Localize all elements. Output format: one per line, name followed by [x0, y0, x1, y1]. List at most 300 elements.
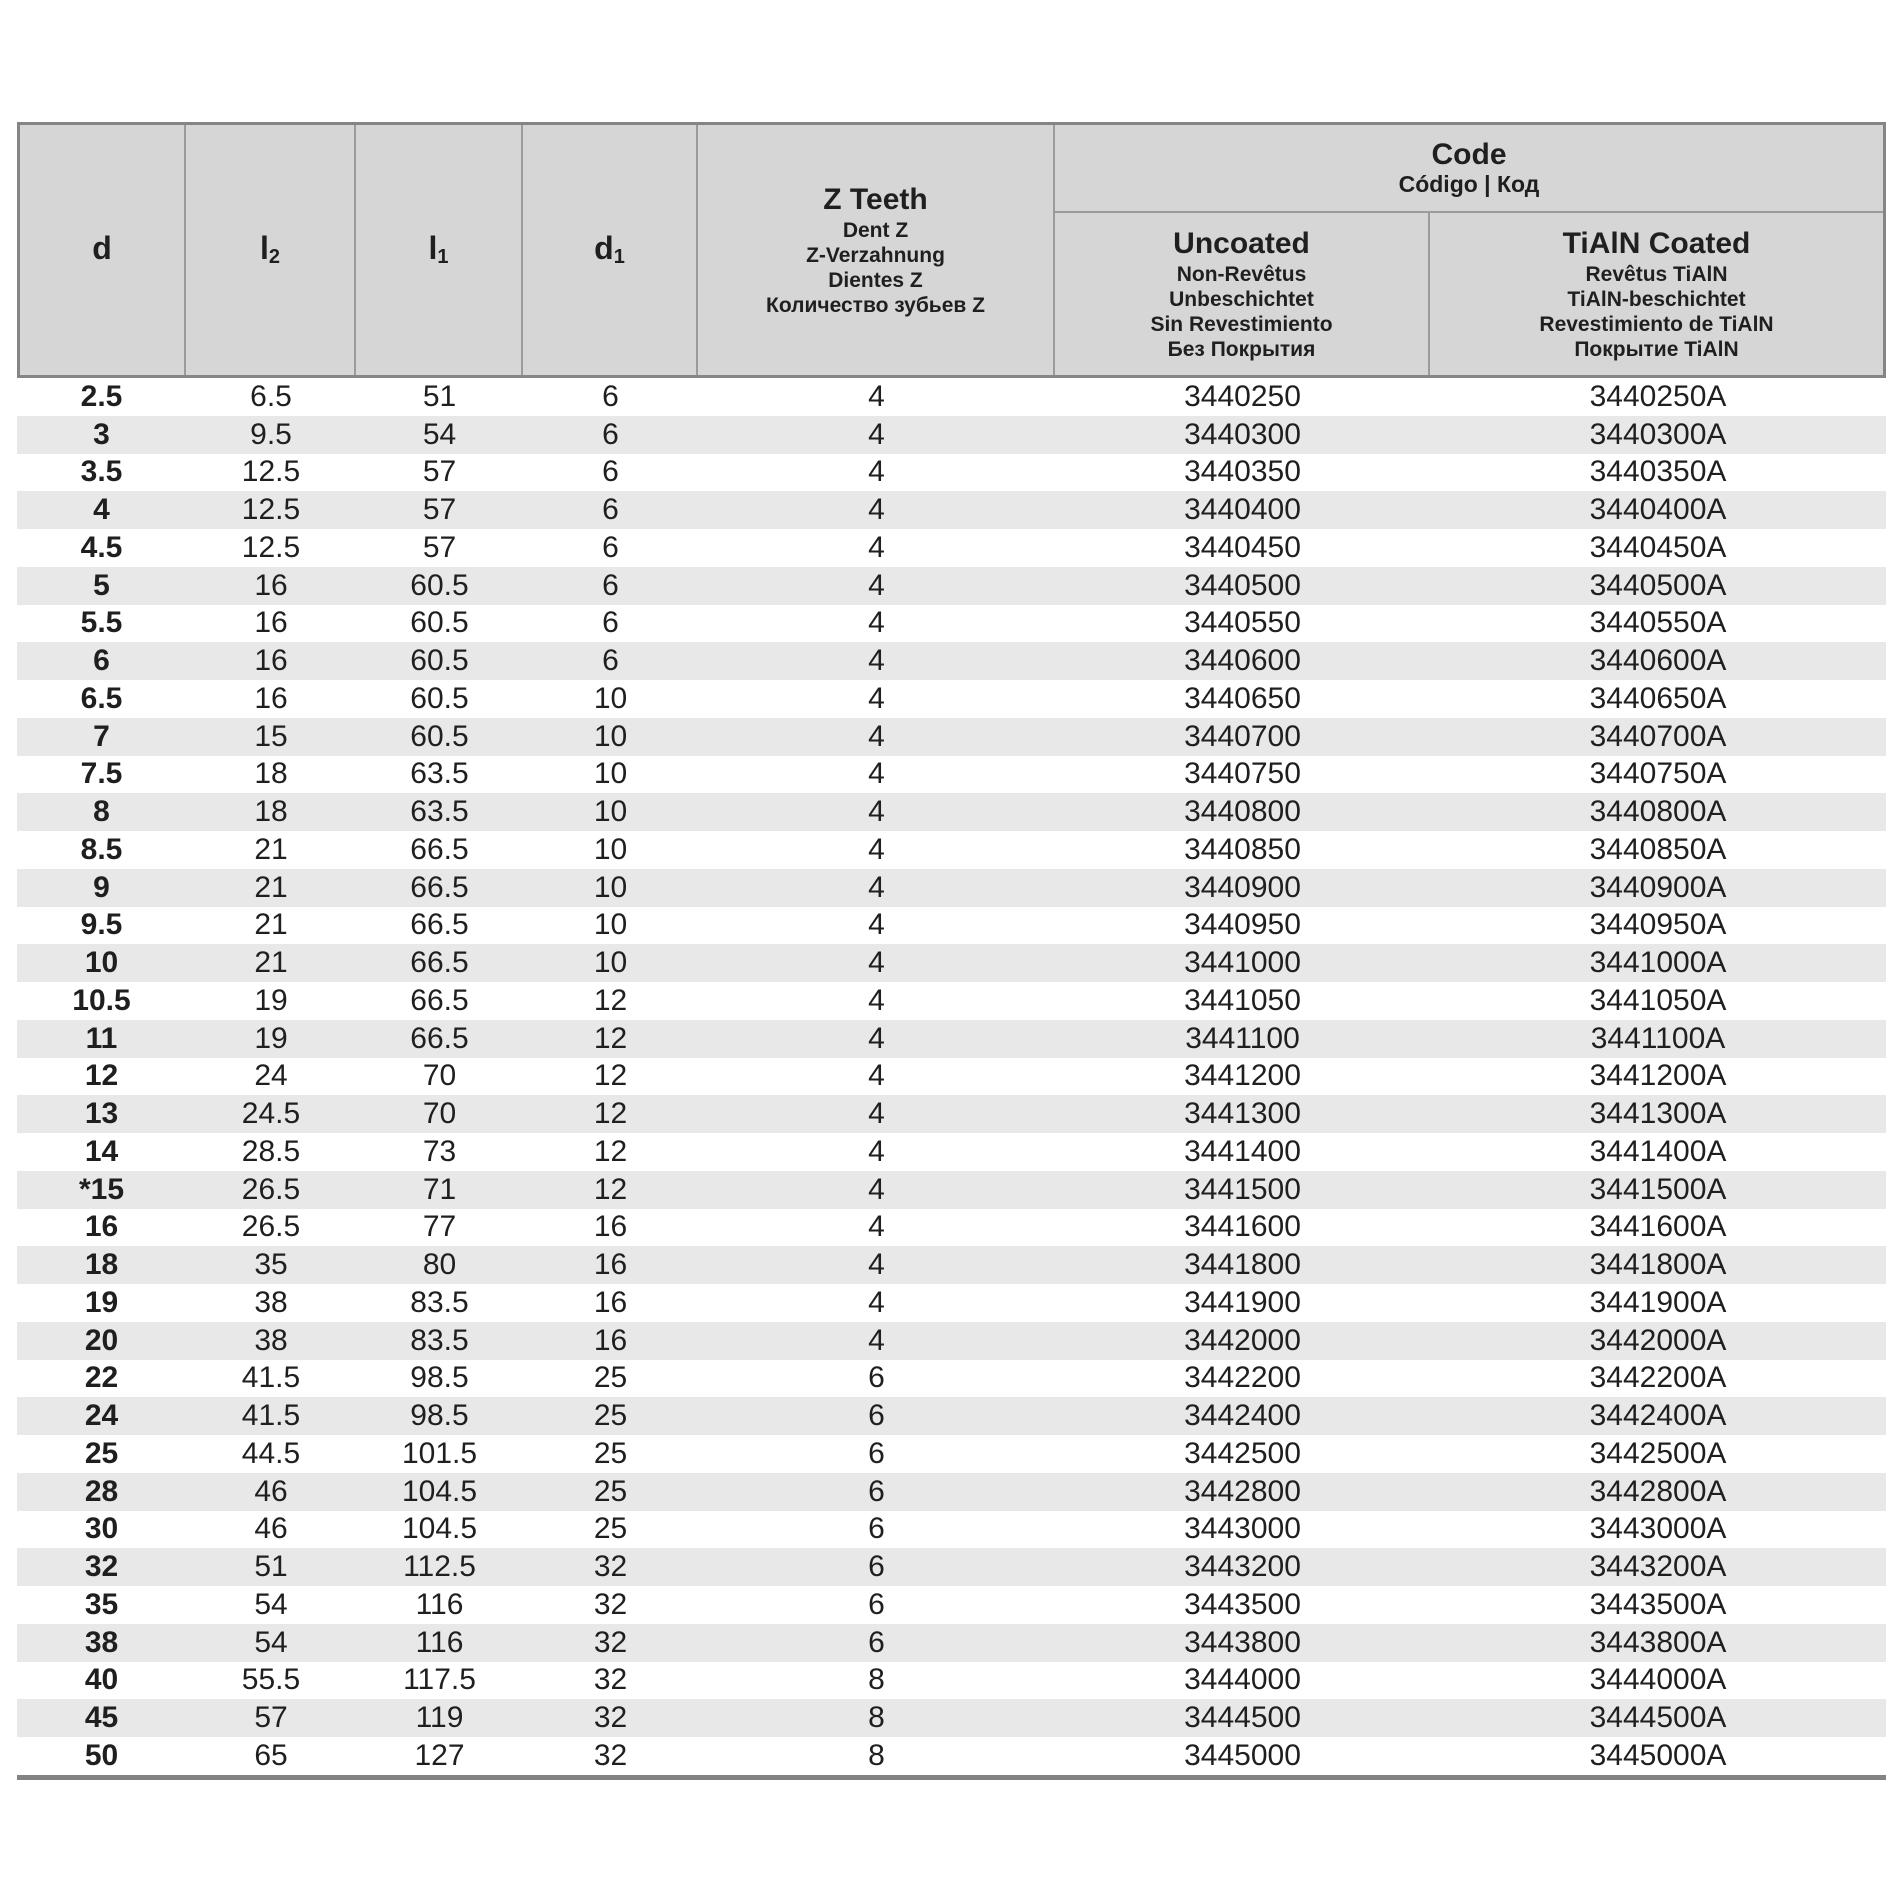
table-cell: 5 [93, 568, 110, 602]
table-row [17, 718, 1886, 756]
table-cell: 4 [868, 946, 885, 980]
table-cell: 6 [868, 1587, 885, 1621]
table-cell: 16 [593, 1210, 628, 1244]
table-cell: 4 [868, 493, 885, 527]
table-row [17, 1322, 1886, 1360]
table-cell: 63.5 [410, 795, 469, 829]
table-cell: 3442400A [1589, 1399, 1727, 1433]
table-row [17, 1624, 1886, 1662]
table-cell: 12 [593, 983, 628, 1017]
table-cell: 3440300A [1589, 417, 1727, 451]
table-cell: 3440750A [1589, 757, 1727, 791]
table-cell: 12.5 [241, 493, 301, 527]
table-cell: 54 [254, 1625, 288, 1659]
code-header [1055, 125, 1883, 213]
table-cell: 10 [593, 832, 628, 866]
table-cell: 4 [868, 1134, 885, 1168]
table-cell: 3444000A [1589, 1663, 1727, 1697]
column-header-d [20, 125, 186, 375]
table-cell: 25 [84, 1436, 119, 1470]
table-cell: 83.5 [410, 1285, 469, 1319]
z-teeth-subline: Dientes Z [828, 269, 923, 292]
table-cell: 4 [868, 379, 885, 413]
table-cell: 4 [868, 644, 885, 678]
table-row [17, 642, 1886, 680]
table-cell: 46 [254, 1512, 288, 1546]
table-cell: 70 [422, 1097, 457, 1131]
table-cell: 98.5 [410, 1399, 469, 1433]
column-header-z-teeth [698, 125, 1055, 375]
table-cell: 6 [868, 1474, 885, 1508]
table-cell: 70 [422, 1059, 457, 1093]
table-cell: 3444500 [1184, 1701, 1301, 1735]
table-cell: 3440500A [1589, 568, 1727, 602]
table-cell: 9 [93, 870, 110, 904]
table-cell: 10 [593, 946, 628, 980]
table-cell: 8 [93, 795, 110, 829]
table-cell: 26.5 [241, 1210, 301, 1244]
table-cell: 32 [593, 1587, 628, 1621]
table-row [17, 416, 1886, 454]
table-cell: 3443000 [1184, 1512, 1301, 1546]
table-cell: 19 [84, 1285, 119, 1319]
table-cell: 14 [84, 1134, 119, 1168]
table-cell: 66.5 [410, 832, 469, 866]
table-cell: 16 [593, 1248, 628, 1282]
table-cell: 57 [254, 1701, 288, 1735]
table-cell: 3445000A [1589, 1738, 1727, 1772]
table-cell: 21 [254, 946, 288, 980]
table-cell: 127 [414, 1738, 465, 1772]
table-row [17, 1699, 1886, 1737]
table-cell: 60.5 [410, 606, 469, 640]
table-cell: 101.5 [401, 1436, 478, 1470]
table-cell: 3440400 [1184, 493, 1301, 527]
column-label: $d_1$ [594, 229, 625, 268]
table-row [17, 605, 1886, 643]
table-cell: 35 [254, 1248, 288, 1282]
table-row [17, 756, 1886, 794]
table-cell: 116 [415, 1587, 464, 1621]
table-cell: 3440750 [1184, 757, 1301, 791]
column-header-tialn-coated [1430, 213, 1883, 375]
table-cell: 54 [422, 417, 457, 451]
table-cell: 50 [84, 1738, 119, 1772]
table-cell: 4 [868, 455, 885, 489]
table-cell: 54 [254, 1587, 288, 1621]
code-subcolumns [1055, 213, 1883, 375]
column-header-l1 [356, 125, 523, 375]
table-cell: 25 [593, 1361, 628, 1395]
table-row [17, 982, 1886, 1020]
table-cell: 3441300 [1184, 1097, 1301, 1131]
table-cell: 35 [84, 1587, 119, 1621]
table-cell: 3443000A [1589, 1512, 1727, 1546]
table-cell: 6 [602, 568, 619, 602]
table-cell: 4 [868, 530, 885, 564]
table-cell: 32 [84, 1550, 119, 1584]
tialn-subline: TiAlN-beschichtet [1567, 288, 1746, 311]
table-cell: 3441800 [1184, 1248, 1301, 1282]
table-row [17, 869, 1886, 907]
table-cell: 3441800A [1589, 1248, 1727, 1282]
table-cell: 18 [84, 1248, 119, 1282]
table-cell: 3441600 [1184, 1210, 1301, 1244]
table-cell: 15 [254, 719, 288, 753]
table-cell: 3442400 [1184, 1399, 1301, 1433]
table-cell: 60.5 [410, 644, 469, 678]
table-cell: 10 [84, 946, 119, 980]
table-row [17, 491, 1886, 529]
table-cell: 4 [868, 1172, 885, 1206]
table-cell: 4 [868, 568, 885, 602]
table-cell: 3441200 [1184, 1059, 1301, 1093]
table-row [17, 1397, 1886, 1435]
table-cell: 3441900A [1589, 1285, 1727, 1319]
table-cell: 3440900A [1589, 870, 1727, 904]
table-cell: 83.5 [410, 1323, 469, 1357]
table-cell: 25 [593, 1512, 628, 1546]
table-cell: 3440600A [1589, 644, 1727, 678]
table-cell: 10 [593, 719, 628, 753]
table-cell: 3440500 [1184, 568, 1301, 602]
table-cell: 16 [84, 1210, 119, 1244]
tialn-subline: Покрытие TiAlN [1574, 338, 1739, 361]
tialn-subline: Revestimiento de TiAlN [1539, 313, 1774, 336]
column-header-code-group [1055, 125, 1883, 375]
table-row [17, 831, 1886, 869]
tialn-subline: Revêtus TiAlN [1585, 263, 1728, 286]
table-cell: 57 [422, 455, 457, 489]
table-cell: 66.5 [410, 870, 469, 904]
table-cell: 4 [868, 1059, 885, 1093]
table-cell: 3440800A [1589, 795, 1727, 829]
table-cell: 60.5 [410, 568, 469, 602]
table-cell: 45 [84, 1701, 119, 1735]
table-cell: 3441500A [1589, 1172, 1727, 1206]
table-cell: 112.5 [403, 1550, 476, 1584]
table-cell: 12 [593, 1021, 628, 1055]
table-cell: 3441400 [1184, 1134, 1301, 1168]
table-cell: 12 [593, 1134, 628, 1168]
table-row [17, 1058, 1886, 1096]
table-cell: 32 [593, 1550, 628, 1584]
table-cell: 3443500A [1589, 1587, 1727, 1621]
uncoated-subline: Unbeschichtet [1169, 288, 1314, 311]
table-cell: 6.5 [250, 379, 292, 413]
table-row [17, 1284, 1886, 1322]
table-row [17, 1473, 1886, 1511]
table-cell: 3440650A [1589, 681, 1727, 715]
table-row [17, 1511, 1886, 1549]
table-cell: 3444500A [1589, 1701, 1727, 1735]
table-cell: 55.5 [241, 1663, 301, 1697]
table-cell: 3440850A [1589, 832, 1727, 866]
table-cell: 2.5 [80, 379, 123, 413]
table-cell: 3445000 [1184, 1738, 1301, 1772]
table-cell: 11 [85, 1021, 118, 1055]
table-cell: 6 [602, 455, 619, 489]
table-cell: 3441050A [1589, 983, 1727, 1017]
table-row [17, 1246, 1886, 1284]
table-cell: 4 [868, 870, 885, 904]
table-row [17, 1095, 1886, 1133]
table-cell: 6 [868, 1399, 885, 1433]
z-teeth-subline: Количество зубьев Z [766, 294, 985, 317]
table-cell: 3444000 [1184, 1663, 1301, 1697]
table-cell: 6 [868, 1361, 885, 1395]
table-cell: 66.5 [410, 1021, 469, 1055]
uncoated-subline: Без Покрытия [1167, 338, 1316, 361]
table-cell: 16 [593, 1323, 628, 1357]
table-cell: 3440850 [1184, 832, 1301, 866]
table-cell: 65 [254, 1738, 288, 1772]
table-cell: 3440650 [1184, 681, 1301, 715]
table-cell: 104.5 [401, 1474, 478, 1508]
table-cell: 3442500 [1184, 1436, 1301, 1470]
table-cell: 46 [254, 1474, 288, 1508]
table-cell: 3441000 [1184, 946, 1301, 980]
table-cell: 4.5 [80, 530, 123, 564]
table-cell: 12 [84, 1059, 119, 1093]
table-cell: 28 [84, 1474, 119, 1508]
table-row [17, 1435, 1886, 1473]
table-cell: 3440250 [1184, 379, 1301, 413]
table-cell: 4 [868, 719, 885, 753]
table-cell: 57 [422, 493, 457, 527]
table-cell: 25 [593, 1399, 628, 1433]
table-cell: 25 [593, 1474, 628, 1508]
table-cell: 10 [593, 870, 628, 904]
table-cell: 41.5 [241, 1361, 301, 1395]
table-cell: 98.5 [410, 1361, 469, 1395]
table-cell: 3440450A [1589, 530, 1727, 564]
table-row [17, 1209, 1886, 1247]
table-cell: 21 [254, 832, 288, 866]
table-cell: 19 [254, 983, 288, 1017]
table-cell: 4 [868, 1248, 885, 1282]
table-cell: 3441400A [1589, 1134, 1727, 1168]
table-cell: 3440600 [1184, 644, 1301, 678]
table-cell: 10 [593, 908, 628, 942]
table-row [17, 1020, 1886, 1058]
table-cell: 21 [254, 870, 288, 904]
column-label: $l_2$ [259, 229, 280, 268]
table-cell: 25 [593, 1436, 628, 1470]
table-cell: 63.5 [410, 757, 469, 791]
table-cell: 4 [868, 1285, 885, 1319]
table-cell: 4 [868, 417, 885, 451]
column-header-uncoated [1055, 213, 1430, 375]
table-cell: 9.5 [80, 908, 123, 942]
table-cell: 51 [254, 1550, 288, 1584]
table-cell: 3442800A [1589, 1474, 1727, 1508]
table-cell: 4 [868, 1021, 885, 1055]
table-cell: 32 [593, 1701, 628, 1735]
table-row [17, 1171, 1886, 1209]
table-cell: 71 [422, 1172, 457, 1206]
table-cell: 24.5 [241, 1097, 301, 1131]
table-cell: 3440400A [1589, 493, 1727, 527]
table-cell: 66.5 [410, 946, 469, 980]
table-cell: 3440550 [1184, 606, 1301, 640]
table-cell: 3442800 [1184, 1474, 1301, 1508]
table-cell: 6 [602, 379, 619, 413]
table-cell: 3442000 [1184, 1323, 1301, 1357]
table-cell: 3441600A [1589, 1210, 1727, 1244]
table-cell: 3440300 [1184, 417, 1301, 451]
table-cell: 3 [93, 417, 110, 451]
table-cell: 16 [254, 644, 288, 678]
table-cell: 6 [602, 417, 619, 451]
table-cell: 6 [602, 644, 619, 678]
table-header [17, 122, 1886, 378]
table-cell: 12 [593, 1097, 628, 1131]
table-cell: 4 [868, 757, 885, 791]
table-cell: 80 [422, 1248, 457, 1282]
table-row [17, 1548, 1886, 1586]
table-cell: 20 [84, 1323, 119, 1357]
table-row [17, 529, 1886, 567]
uncoated-subline: Non-Revêtus [1176, 263, 1307, 286]
table-cell: 6 [93, 644, 110, 678]
table-cell: 3442200 [1184, 1361, 1301, 1395]
table-row [17, 1662, 1886, 1700]
code-title: Code [1431, 138, 1507, 171]
table-cell: 60.5 [410, 719, 469, 753]
tialn-title: TiAlN Coated [1562, 227, 1751, 260]
table-cell: *15 [78, 1172, 125, 1206]
table-row [17, 1737, 1886, 1775]
table-cell: 6 [868, 1512, 885, 1546]
table-cell: 44.5 [241, 1436, 301, 1470]
uncoated-subline: Sin Revestimiento [1150, 313, 1333, 336]
table-cell: 9.5 [250, 417, 292, 451]
table-cell: 60.5 [410, 681, 469, 715]
table-cell: 8 [868, 1738, 885, 1772]
table-cell: 8 [868, 1701, 885, 1735]
table-cell: 66.5 [410, 983, 469, 1017]
table-cell: 3443200 [1184, 1550, 1301, 1584]
table-cell: 77 [422, 1210, 457, 1244]
table-cell: 32 [593, 1738, 628, 1772]
table-cell: 3440350A [1589, 455, 1727, 489]
table-cell: 10 [593, 681, 628, 715]
table-cell: 117.5 [403, 1663, 476, 1697]
column-header-l2 [186, 125, 356, 375]
table-cell: 3441500 [1184, 1172, 1301, 1206]
table-cell: 24 [84, 1399, 119, 1433]
table-cell: 4 [868, 1323, 885, 1357]
table-cell: 24 [254, 1059, 288, 1093]
table-cell: 18 [254, 757, 288, 791]
table-cell: 3441900 [1184, 1285, 1301, 1319]
table-row [17, 680, 1886, 718]
table-row [17, 793, 1886, 831]
table-cell: 116 [415, 1625, 464, 1659]
table-cell: 38 [254, 1285, 288, 1319]
table-cell: 8 [868, 1663, 885, 1697]
table-row [17, 1133, 1886, 1171]
table-cell: 16 [254, 606, 288, 640]
table-cell: 10 [593, 795, 628, 829]
table-cell: 3440250A [1589, 379, 1727, 413]
table-cell: 7.5 [80, 757, 123, 791]
table-cell: 73 [422, 1134, 457, 1168]
table-cell: 3440950 [1184, 908, 1301, 942]
table-cell: 4 [868, 606, 885, 640]
table-cell: 4 [868, 832, 885, 866]
z-teeth-subline: Z-Verzahnung [806, 244, 945, 267]
uncoated-title: Uncoated [1173, 227, 1310, 260]
column-header-d1 [523, 125, 698, 375]
table-row [17, 378, 1886, 416]
table-cell: 6 [602, 606, 619, 640]
table-row [17, 1586, 1886, 1624]
product-table [17, 122, 1886, 1780]
table-cell: 4 [93, 493, 110, 527]
table-cell: 32 [593, 1625, 628, 1659]
table-cell: 3442000A [1589, 1323, 1727, 1357]
table-cell: 3441200A [1589, 1059, 1727, 1093]
table-cell: 10.5 [72, 983, 131, 1017]
table-cell: 3440550A [1589, 606, 1727, 640]
table-cell: 28.5 [241, 1134, 301, 1168]
table-cell: 4 [868, 681, 885, 715]
column-label: d [92, 229, 112, 266]
table-cell: 3443800A [1589, 1625, 1727, 1659]
table-cell: 3443200A [1589, 1550, 1727, 1584]
table-cell: 32 [593, 1663, 628, 1697]
table-cell: 19 [254, 1021, 288, 1055]
table-cell: 3441100A [1590, 1021, 1726, 1055]
table-cell: 3441300A [1589, 1097, 1727, 1131]
table-cell: 6 [868, 1550, 885, 1584]
table-cell: 13 [84, 1097, 119, 1131]
table-cell: 38 [254, 1323, 288, 1357]
table-row [17, 454, 1886, 492]
table-cell: 26.5 [241, 1172, 301, 1206]
table-cell: 21 [254, 908, 288, 942]
table-cell: 16 [593, 1285, 628, 1319]
table-cell: 104.5 [401, 1512, 478, 1546]
table-cell: 8.5 [80, 832, 123, 866]
table-cell: 3442500A [1589, 1436, 1727, 1470]
table-cell: 3443800 [1184, 1625, 1301, 1659]
table-cell: 22 [84, 1361, 119, 1395]
table-cell: 4 [868, 983, 885, 1017]
table-cell: 3440800 [1184, 795, 1301, 829]
table-cell: 5.5 [80, 606, 123, 640]
table-row [17, 1360, 1886, 1398]
table-cell: 12.5 [241, 530, 301, 564]
table-cell: 10 [593, 757, 628, 791]
table-cell: 30 [84, 1512, 119, 1546]
table-cell: 3441000A [1589, 946, 1727, 980]
table-cell: 38 [84, 1625, 119, 1659]
table-cell: 3440350 [1184, 455, 1301, 489]
table-cell: 3440450 [1184, 530, 1301, 564]
table-cell: 6.5 [80, 681, 123, 715]
table-cell: 4 [868, 1097, 885, 1131]
table-cell: 3442200A [1589, 1361, 1727, 1395]
table-cell: 7 [93, 719, 110, 753]
column-label: $l_1$ [428, 229, 449, 268]
table-body [17, 378, 1886, 1780]
table-cell: 18 [254, 795, 288, 829]
table-cell: 3440950A [1589, 908, 1727, 942]
table-cell: 4 [868, 795, 885, 829]
